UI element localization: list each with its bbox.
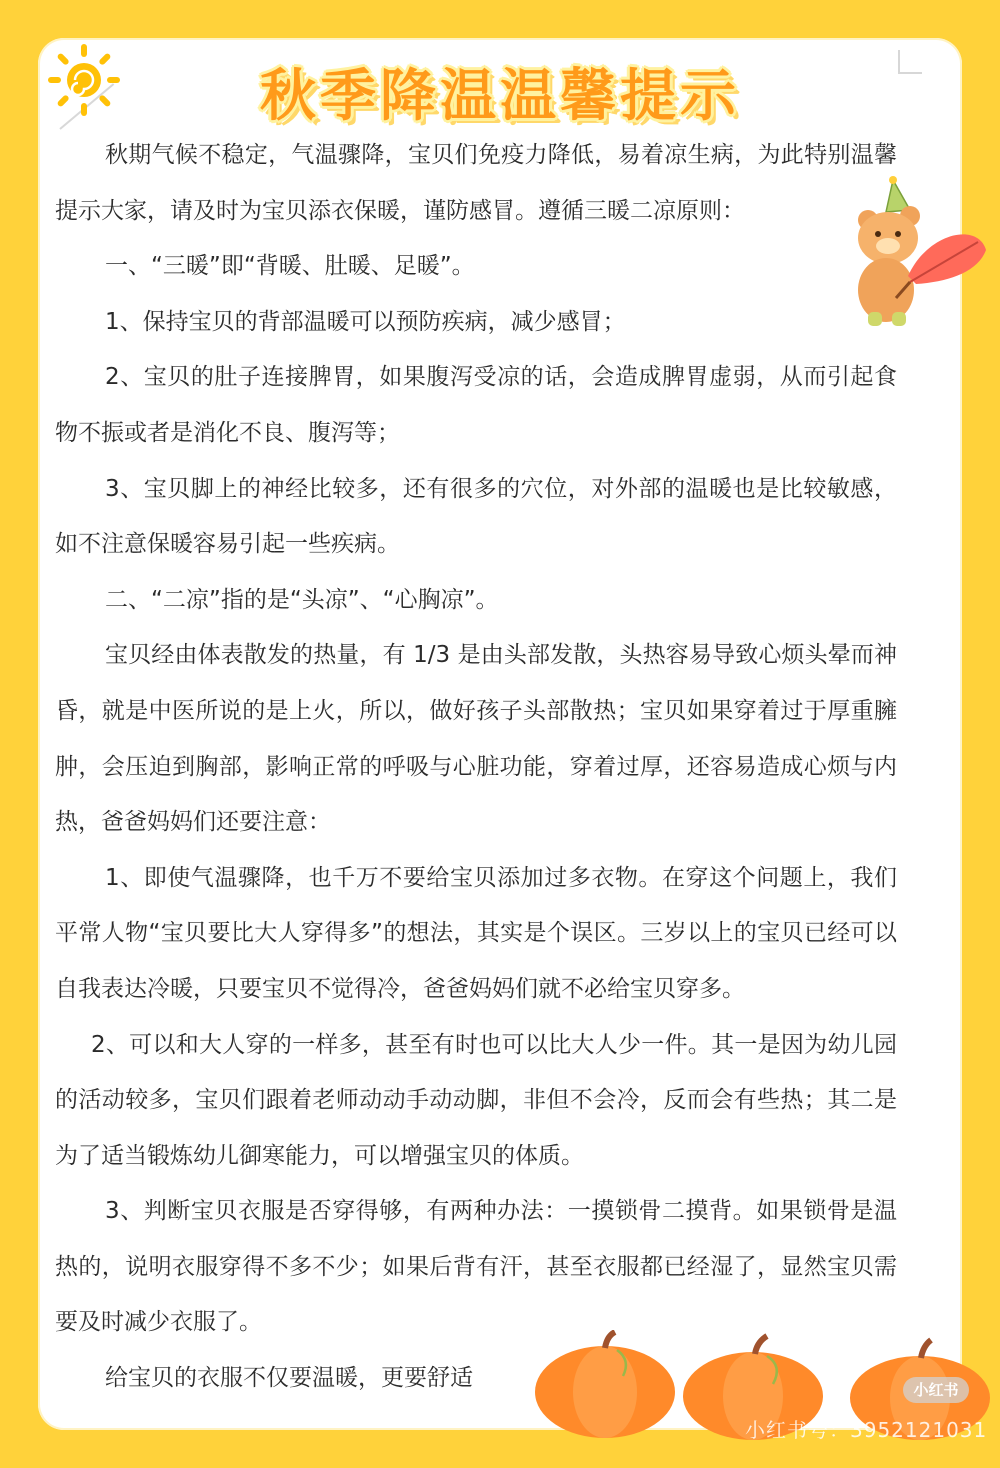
closing-line: 给宝贝的衣服不仅要温暖，更要舒适	[105, 1365, 473, 1392]
section-heading-two-cool: 二、“二凉”指的是“头凉”、“心胸凉”。	[105, 586, 499, 613]
article-body	[55, 128, 897, 1407]
watermark-id: 小红书号：3952121031	[745, 1418, 988, 1442]
list-item: 1、保持宝贝的背部温暖可以预防疾病，减少感冒；	[105, 308, 626, 335]
list-item: 1、即使气温骤降，也千万不要给宝贝添加过多衣物。在穿这个问题上，我们平常人物“宝贝要比大人穿得多”的想法，其实是个误区。三岁以上的宝贝已经可以自我表达冷暖，只要宝贝不觉得冷，爸爸妈妈们就不必给宝贝穿多。	[55, 864, 897, 1002]
list-item: 3、判断宝贝衣服是否穿得够，有两种办法：一摸锁骨二摸背。如果锁骨是温热的，说明衣服穿得不多不少；如果后背有汗，甚至衣服都已经湿了，显然宝贝需要及时减少衣服了。	[55, 1198, 897, 1336]
section-heading-three-warm: 一、“三暖”即“背暖、肚暖、足暖”。	[105, 253, 475, 280]
explanation-paragraph: 宝贝经由体表散发的热量，有 1/3 是由头部发散，头热容易导致心烦头晕而神昏，就是中医所说的是上火，所以，做好孩子头部散热；宝贝如果穿着过于厚重臃肿，会压迫到胸部，影响正常的呼吸与心脏功能，穿着过厚，还容易造成心烦与内热，爸爸妈妈们还要注意：	[55, 642, 897, 836]
list-item: 2、可以和大人穿的一样多，甚至有时也可以比大人少一件。其一是因为幼儿园的活动较多，宝贝们跟着老师动动手动动脚，非但不会冷，反而会有些热；其二是为了适当锻炼幼儿御寒能力，可以增强宝贝的体质。	[55, 1031, 897, 1169]
intro-paragraph: 秋期气候不稳定，气温骤降，宝贝们免疫力降低，易着凉生病，为此特别温馨提示大家，请及时为宝贝添衣保暖，谨防感冒。遵循三暖二凉原则：	[55, 142, 897, 224]
list-item: 3、宝贝脚上的神经比较多，还有很多的穴位，对外部的温暖也是比较敏感，如不注意保暖容易引起一些疾病。	[55, 475, 897, 558]
watermark-badge: 小红书	[903, 1377, 969, 1403]
page-title: 秋季降温温馨提示	[260, 64, 740, 129]
list-item: 2、宝贝的肚子连接脾胃，如果腹泻受凉的话，会造成脾胃虚弱，从而引起食物不振或者是消化不良、腹泻等；	[55, 364, 897, 446]
bear-with-leaf-icon	[838, 172, 988, 332]
